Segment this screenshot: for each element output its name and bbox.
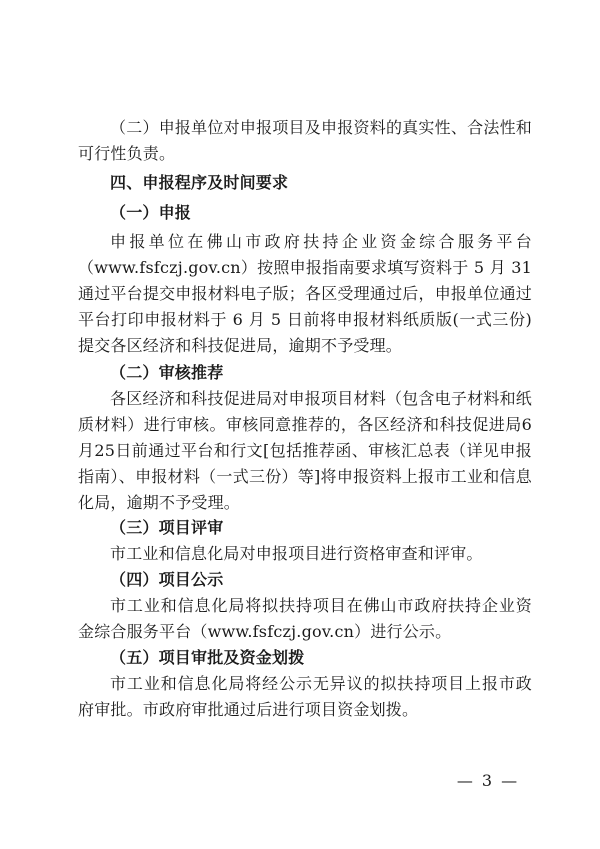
subsection-heading: （一）申报: [110, 203, 192, 222]
paragraph-line: 市工业和信息化局将经公示无异议的拟扶持项目上报市政: [110, 674, 532, 693]
paragraph-line: （www.fsfczj.gov.cn）按照申报指南要求填写资料于 5 月 31: [78, 258, 532, 277]
paragraph-line: 各区经济和科技促进局对申报项目材料（包含电子材料和纸: [110, 389, 532, 408]
paragraph-line: 府审批。市政府审批通过后进行项目资金划拨。: [78, 700, 419, 719]
paragraph-line: 金综合服务平台（www.fsfczj.gov.cn）进行公示。: [78, 622, 452, 641]
paragraph-line: 市工业和信息化局对申报项目进行资格审查和评审。: [110, 544, 483, 563]
subsection-heading: （三）项目评审: [110, 518, 224, 537]
paragraph-line: 质材料）进行审核。审核同意推荐的，各区经济和科技促进局6: [78, 415, 532, 434]
paragraph-line: 申报单位在佛山市政府扶持企业资金综合服务平台: [110, 232, 532, 251]
paragraph-line: 化局，逾期不予受理。: [78, 493, 241, 512]
paragraph-line: 市工业和信息化局将拟扶持项目在佛山市政府扶持企业资: [110, 596, 532, 615]
paragraph-line: （二）申报单位对申报项目及申报资料的真实性、合法性和: [110, 118, 532, 137]
paragraph-line: 可行性负责。: [78, 144, 176, 163]
section-heading: 四、申报程序及时间要求: [110, 173, 289, 192]
subsection-heading: （二）审核推荐: [110, 363, 224, 382]
paragraph-line: 提交各区经济和科技促进局，逾期不予受理。: [78, 336, 403, 355]
subsection-heading: （四）项目公示: [110, 570, 224, 589]
page-number: — 3 —: [456, 771, 520, 790]
paragraph-line: 指南）、申报材料（一式三份）等]将申报资料上报市工业和信息: [78, 467, 532, 486]
paragraph-line: 通过平台提交申报材料电子版；各区受理通过后，申报单位通过: [78, 284, 532, 303]
subsection-heading: （五）项目审批及资金划拨: [110, 648, 305, 667]
paragraph-line: 月25日前通过平台和行文[包括推荐函、审核汇总表（详见申报: [78, 441, 532, 460]
paragraph-line: 平台打印申报材料于 6 月 5 日前将申报材料纸质版(一式三份): [78, 310, 532, 329]
